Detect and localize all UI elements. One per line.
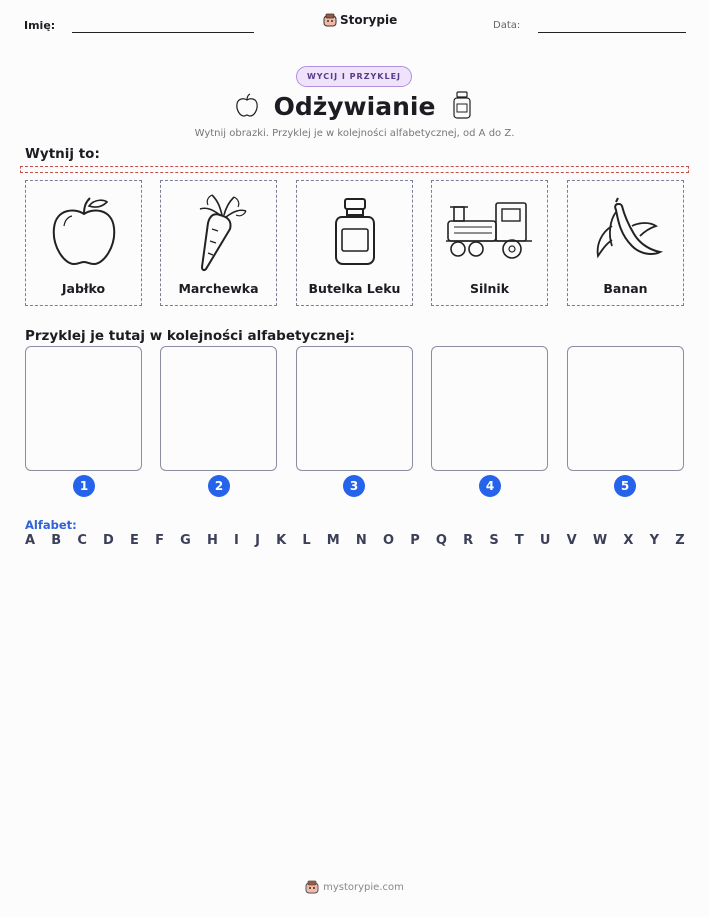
name-label: Imię: — [24, 19, 56, 32]
number-badge: 4 — [479, 475, 501, 497]
name-field — [72, 32, 254, 33]
storypie-logo-icon — [323, 13, 337, 27]
card-label: Silnik — [469, 281, 510, 296]
card-label: Marchewka — [178, 281, 259, 296]
paste-box[interactable] — [160, 346, 277, 471]
cut-line — [20, 166, 689, 173]
alphabet-letter: R — [463, 533, 474, 548]
alphabet-letter: X — [623, 533, 634, 548]
card-label: Butelka Leku — [308, 281, 401, 296]
alphabet-letter: H — [206, 533, 218, 548]
alphabet-letter: S — [489, 533, 499, 548]
card-label: Jabłko — [61, 281, 106, 296]
paste-box[interactable] — [25, 346, 142, 471]
brand-name: Storypie — [340, 13, 398, 27]
cut-card[interactable] — [431, 180, 548, 306]
number-badge: 3 — [343, 475, 365, 497]
alphabet-letter: U — [539, 533, 551, 548]
alphabet-letter: P — [410, 533, 420, 548]
instructions: Wytnij obrazki. Przyklej je w kolejności alfabetycznej, od A do Z. — [194, 128, 515, 139]
alphabet-letter: F — [155, 533, 164, 548]
alphabet-letter: E — [130, 533, 139, 548]
medicine-bottle-icon — [297, 187, 412, 275]
alphabet-label: Alfabet: — [25, 518, 77, 532]
banana-icon — [568, 187, 683, 275]
cut-card[interactable] — [25, 180, 142, 306]
footer-url[interactable]: mystorypie.com — [323, 881, 404, 893]
page-title: Odżywianie — [273, 92, 436, 121]
date-label: Data: — [493, 20, 521, 31]
alphabet-letter: Z — [675, 533, 685, 548]
alphabet-letter: K — [276, 533, 287, 548]
paste-section-label: Przyklej je tutaj w kolejności alfabetycznej: — [25, 328, 355, 344]
number-badge: 5 — [614, 475, 636, 497]
alphabet-letter: M — [326, 533, 340, 548]
locomotive-icon — [432, 187, 547, 275]
paste-box[interactable] — [431, 346, 548, 471]
cut-section-label: Wytnij to: — [25, 146, 100, 162]
alphabet-letter: W — [592, 533, 608, 548]
alphabet-letter: Q — [435, 533, 447, 548]
alphabet-letter: G — [180, 533, 191, 548]
cut-card[interactable] — [160, 180, 277, 306]
card-label: Banan — [603, 281, 648, 296]
apple-icon — [233, 92, 261, 124]
cut-card[interactable] — [296, 180, 413, 306]
alphabet-letter: N — [355, 533, 367, 548]
alphabet-letter: I — [234, 533, 239, 548]
alphabet-letter: V — [566, 533, 577, 548]
alphabet-letter: B — [51, 533, 62, 548]
alphabet-letter: T — [514, 533, 524, 548]
storypie-logo-icon — [305, 880, 319, 894]
number-badge: 2 — [208, 475, 230, 497]
paste-box[interactable] — [296, 346, 413, 471]
activity-badge: WYCIJ I PRZYKLEJ — [296, 66, 412, 87]
alphabet-letter: Y — [649, 533, 660, 548]
alphabet-letter: O — [382, 533, 395, 548]
alphabet-letter: J — [255, 533, 260, 548]
medicine-bottle-icon — [451, 90, 473, 124]
paste-box[interactable] — [567, 346, 684, 471]
alphabet-letter: L — [302, 533, 311, 548]
number-badge: 1 — [73, 475, 95, 497]
apple-icon — [26, 187, 141, 275]
date-field — [538, 32, 686, 33]
brand-logo — [323, 13, 397, 27]
alphabet-letter: A — [25, 533, 36, 548]
alphabet-letter: C — [77, 533, 87, 548]
footer — [0, 880, 709, 894]
alphabet-row — [25, 533, 685, 548]
alphabet-letter: D — [103, 533, 114, 548]
carrot-icon — [161, 187, 276, 275]
cut-card[interactable] — [567, 180, 684, 306]
